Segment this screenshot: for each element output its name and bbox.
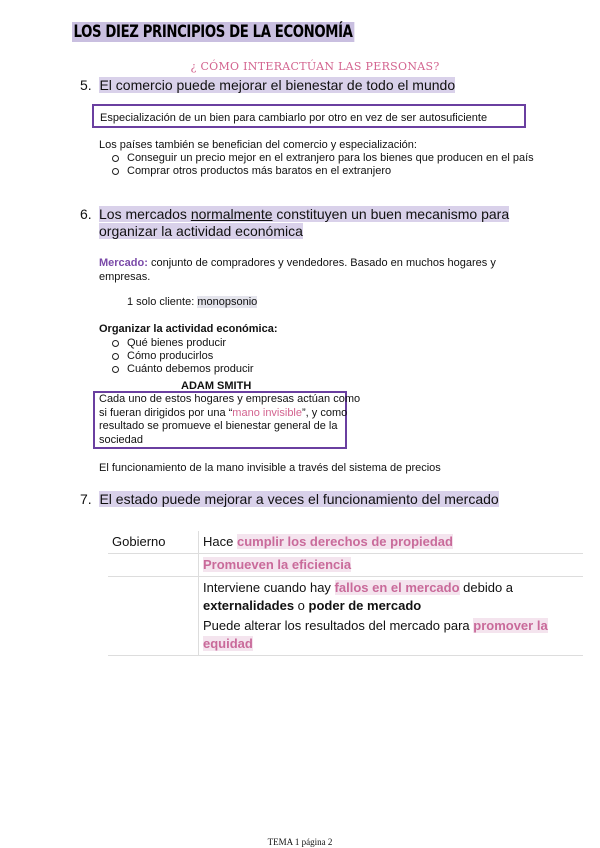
organizar-heading: Organizar la actividad económica: xyxy=(99,323,278,335)
adam-smith-label: ADAM SMITH xyxy=(181,380,252,392)
cliente-term: monopsonio xyxy=(197,296,258,308)
table-cell xyxy=(199,531,584,554)
quote-term: mano invisible xyxy=(232,406,302,419)
cell-bold: externalidades xyxy=(203,598,295,613)
list-item: Cuánto debemos producir xyxy=(99,363,399,376)
cell-term: fallos en el mercado xyxy=(334,580,460,595)
heading-text: Los mercados xyxy=(99,206,191,222)
principle-7-heading xyxy=(80,491,499,508)
principle-7-number: 7. xyxy=(80,491,92,507)
cell-term: Promueven la eficiencia xyxy=(203,557,352,572)
page-footer: TEMA 1 página 2 xyxy=(267,837,333,847)
mercado-text: conjunto de compradores y vendedores. Basado en muchos hogares y empresas. xyxy=(99,257,496,283)
section-subtitle: ¿ CÓMO INTERACTÚAN LAS PERSONAS? xyxy=(190,60,440,73)
cell-term: cumplir los derechos de propiedad xyxy=(236,534,453,549)
heading-underlined: normalmente xyxy=(190,206,273,222)
page-title: LOS DIEZ PRINCIPIOS DE LA ECONOMÍA xyxy=(73,22,353,42)
heading-line2: organizar la actividad económica xyxy=(99,223,303,239)
principle-6-heading xyxy=(80,206,540,240)
heading-text: constituyen un buen mecanismo para xyxy=(272,206,510,222)
mercado-label: Mercado: xyxy=(99,257,148,269)
principle-5-number: 5. xyxy=(80,77,92,93)
list-item: Conseguir un precio mejor en el extranjero para los bienes que producen en el país xyxy=(99,152,559,165)
table-cell xyxy=(108,577,199,656)
organizar-list xyxy=(99,337,399,376)
table-cell xyxy=(108,554,199,577)
mercado-definition xyxy=(99,256,549,284)
cell-text: Interviene cuando hay xyxy=(203,580,335,595)
principle-7-title: El estado puede mejorar a veces el funcionamiento del mercado xyxy=(99,491,499,507)
monopsonio-note xyxy=(127,296,257,308)
price-system-note: El funcionamiento de la mano invisible a través del sistema de precios xyxy=(99,462,441,474)
cell-bold: poder de mercado xyxy=(308,598,422,613)
cell-term: promover la equidad xyxy=(203,618,548,651)
principle-6-number: 6. xyxy=(80,206,92,222)
principle-5-title: El comercio puede mejorar el bienestar de todo el mundo xyxy=(99,77,456,93)
cell-text: o xyxy=(294,598,309,613)
table-row xyxy=(108,531,583,554)
trade-paragraph: Los países también se benefician del comercio y especialización: xyxy=(99,139,417,151)
list-item: Cómo producirlos xyxy=(99,350,399,363)
quote-text: ”, y como resultado se promueve el bienestar general de la sociedad xyxy=(99,406,348,446)
cell-text: debido a xyxy=(459,580,514,595)
table-row xyxy=(108,554,583,577)
list-item: Comprar otros productos más baratos en el extranjero xyxy=(99,165,559,178)
specialization-box: Especialización de un bien para cambiarlo por otro en vez de ser autosuficiente xyxy=(92,104,526,128)
mano-invisible-quote xyxy=(99,393,371,447)
government-table xyxy=(108,531,583,656)
principle-5-heading xyxy=(80,77,455,94)
cliente-label: 1 solo cliente: xyxy=(127,296,198,308)
cell-text: Hace xyxy=(203,534,237,549)
table-row xyxy=(108,577,583,656)
cell-text: Puede alterar los resultados del mercado para xyxy=(203,618,474,633)
list-item: Qué bienes producir xyxy=(99,337,399,350)
quote-text: Cada uno de estos hogares y empresas actúan como si fueran dirigidos por una “ xyxy=(99,393,361,419)
table-cell xyxy=(199,554,584,577)
table-cell xyxy=(199,577,584,656)
trade-benefits-list xyxy=(99,152,559,178)
table-cell: Gobierno xyxy=(108,531,199,554)
